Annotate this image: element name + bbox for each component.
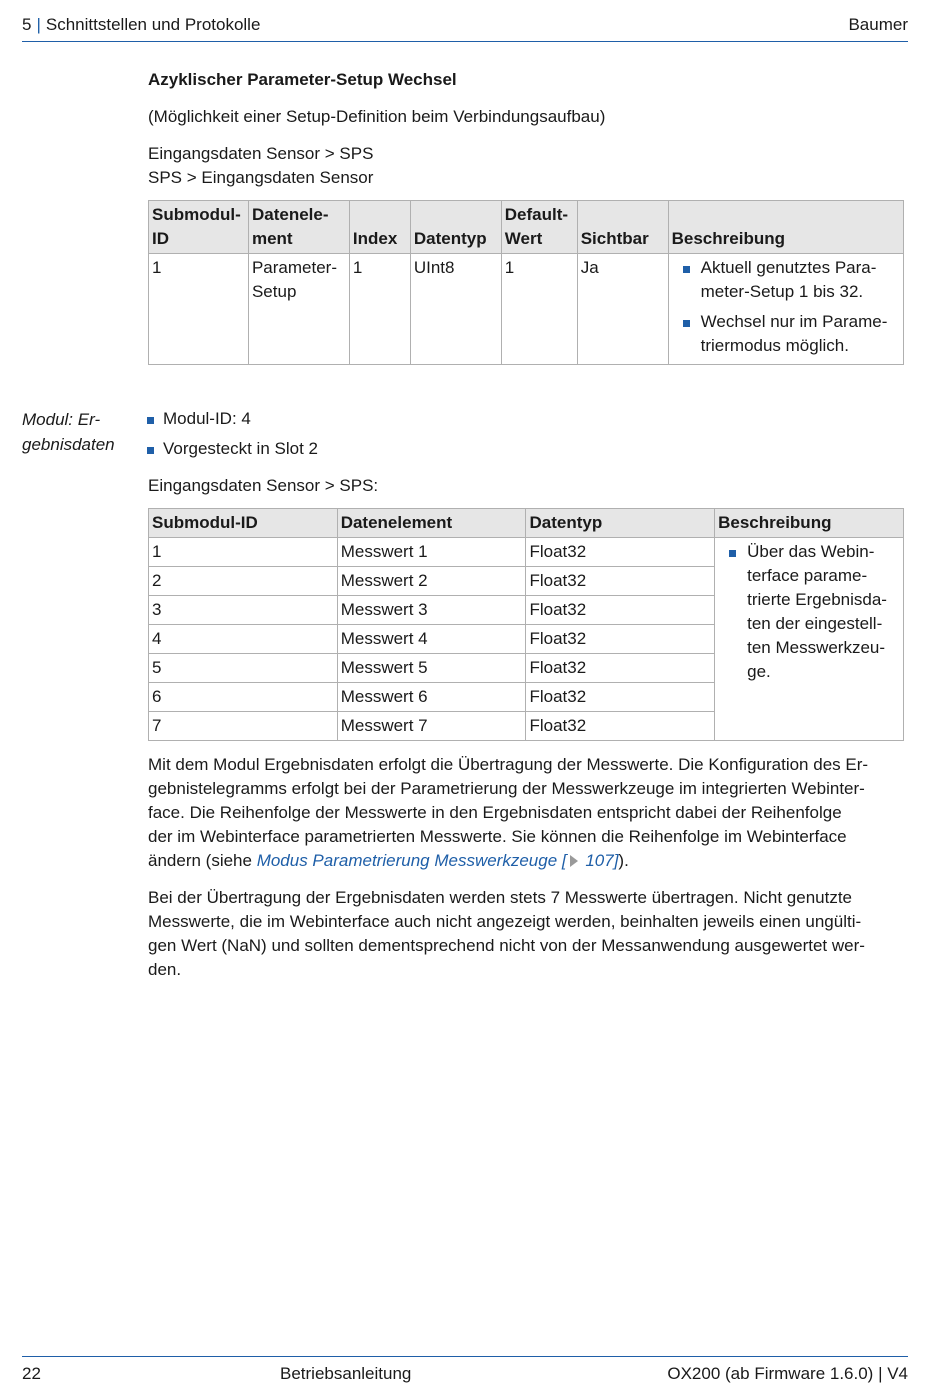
cell-datenelement: Messwert 4 [337,625,526,654]
doc-type: Betriebsanleitung [280,1364,412,1383]
cell-datenelement: Messwert 6 [337,683,526,712]
section-ergebnisdaten [148,407,904,982]
cell-beschreibung [715,538,904,741]
cell-beschreibung [668,254,903,365]
col-header-submodul-id: Submodul-ID [149,509,338,538]
cross-reference-link[interactable]: Modus Parametrierung Messwerkzeuge [ 107] [256,851,619,870]
col-header-datenelement: Datenelement [337,509,526,538]
side-label-modul-ergebnisdaten: Modul: Er- gebnisdaten [22,410,115,454]
cell-datenelement: Parameter- Setup [248,254,349,365]
col-header-datentyp: Datentyp [410,201,501,254]
parameter-setup-table [148,200,904,365]
cell-submodul-id: 5 [149,654,338,683]
list-item: Vorgesteckt in Slot 2 [133,437,904,461]
table-row [149,254,904,365]
cell-datentyp: Float32 [526,567,715,596]
chapter-title: Schnittstellen und Protokolle [45,15,261,34]
list-item: Über das Webin- terface parame- trierte Ergebnisda- ten der eingestell- ten Messwerkzeu- ge. [715,540,900,684]
col-header-datentyp: Datentyp [526,509,715,538]
brand-name: Baumer [848,15,908,34]
product-version: OX200 (ab Firmware 1.6.0) | V4 [667,1364,908,1383]
cell-default-wert: 1 [501,254,577,365]
col-header-sichtbar: Sichtbar [577,201,668,254]
cell-submodul-id: 2 [149,567,338,596]
direction-line: Eingangsdaten Sensor > SPS: [148,476,379,495]
col-header-default-wert: Default- Wert [501,201,577,254]
paragraph-ergebnisdaten-1: Mit dem Modul Ergebnisdaten erfolgt die Übertragung der Messwerte. Die Konfiguration des Er- gebnistelegramms erfolgt bei der Parametrierung der Messwerkzeuge im integrierten Webinter- face. Die Reihenfolge der Messwerte in den Ergebnisdaten entspricht dabei der Reihenfolge der im Webinterface parametrierten Messwerte. Sie können die Reihenfolge im Webinterface ändern (siehe Modus Parametrierung Messwerkzeuge [ 107]). [148,755,869,870]
cell-submodul-id: 3 [149,596,338,625]
cell-datentyp: Float32 [526,625,715,654]
cell-datentyp: Float32 [526,683,715,712]
list-item: Aktuell genutztes Para- meter-Setup 1 bis 32. [669,256,900,304]
cell-datentyp: Float32 [526,538,715,567]
page-arrow-icon [570,855,578,867]
section-parameter-setup [148,68,904,365]
cell-datentyp: Float32 [526,596,715,625]
cell-index: 1 [349,254,410,365]
section-subtitle: (Möglichkeit einer Setup-Definition beim Verbindungsaufbau) [148,107,606,126]
cell-datenelement: Messwert 1 [337,538,526,567]
cell-datenelement: Messwert 5 [337,654,526,683]
cell-datenelement: Messwert 3 [337,596,526,625]
col-header-datenelement: Datenele- ment [248,201,349,254]
table-header-row [149,201,904,254]
paragraph-ergebnisdaten-2: Bei der Übertragung der Ergebnisdaten werden stets 7 Messwerte übertragen. Nicht genutzte Messwerte, die im Webinterface auch nicht angezeigt werden, beinhalten jeweils einen ungülti- gen Wert (NaN) und sollten dementsprechend nicht von der Messanwendung ausgewertet wer- den. [148,888,865,979]
cell-submodul-id: 1 [149,254,249,365]
ergebnisdaten-table [148,508,904,741]
cell-submodul-id: 7 [149,712,338,741]
direction-line-1: Eingangsdaten Sensor > SPS [148,144,374,163]
cell-datentyp: UInt8 [410,254,501,365]
col-header-beschreibung: Beschreibung [668,201,903,254]
cell-datentyp: Float32 [526,654,715,683]
cell-datentyp: Float32 [526,712,715,741]
col-header-submodul-id: Submodul- ID [149,201,249,254]
list-item: Modul-ID: 4 [133,407,904,431]
cell-submodul-id: 1 [149,538,338,567]
table-header-row [149,509,904,538]
table-row [149,538,904,567]
page-header [22,12,908,42]
cell-submodul-id: 6 [149,683,338,712]
cell-datenelement: Messwert 7 [337,712,526,741]
direction-line-2: SPS > Eingangsdaten Sensor [148,168,374,187]
cell-sichtbar: Ja [577,254,668,365]
module-info-list [133,407,904,461]
section-title: Azyklischer Parameter-Setup Wechsel [148,70,457,89]
header-separator: | [36,15,41,34]
chapter-heading [22,15,260,35]
cell-datenelement: Messwert 2 [337,567,526,596]
list-item: Wechsel nur im Parame- triermodus möglich. [669,310,900,358]
col-header-index: Index [349,201,410,254]
chapter-number: 5 [22,15,32,34]
page-footer [22,1356,908,1383]
cell-submodul-id: 4 [149,625,338,654]
col-header-beschreibung: Beschreibung [715,509,904,538]
page-number: 22 [22,1364,41,1383]
